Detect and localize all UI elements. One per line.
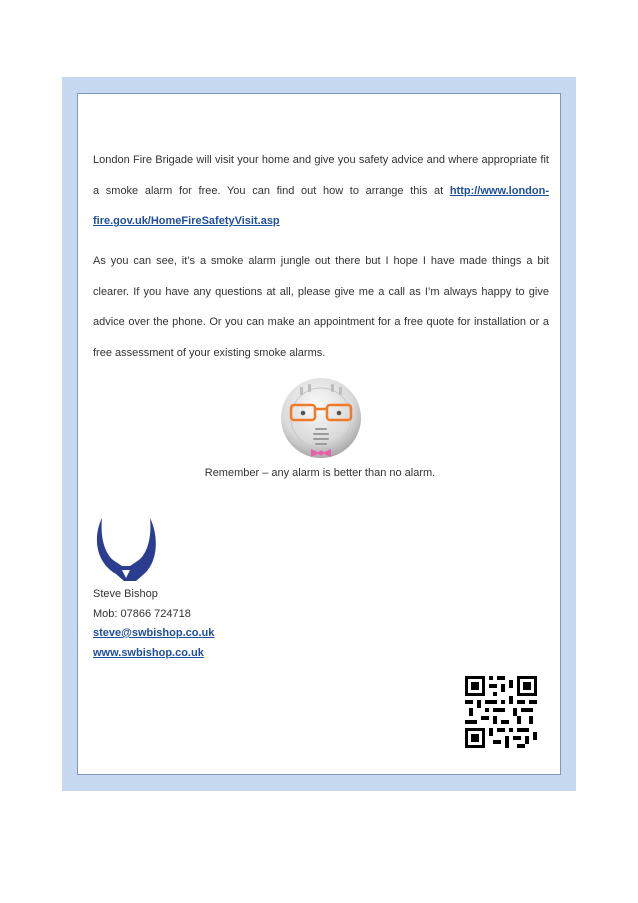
swbishop-logo-icon (92, 516, 160, 582)
content-box (77, 93, 561, 775)
email-link[interactable]: steve@swbishop.co.uk (93, 627, 215, 639)
website-link[interactable]: www.swbishop.co.uk (93, 646, 204, 659)
closing-remark: Remember – any alarm is better than no alarm. (204, 467, 436, 479)
paragraph-advice: As you can see, it’s a smoke alarm jungle out there but I hope I have made things a bit clearer. If you have any questions at all, please give me a call as I’m always happy to give advice over the phone. Or you can make an appointment for a free quote for installation or a free assessment of your existing smoke alarms. (93, 255, 549, 359)
signature-block (93, 585, 214, 663)
signature-mobile: Mob: 07866 724718 (93, 607, 191, 620)
fire-safety-visit-link[interactable]: http://www.london-fire.gov.uk/HomeFireSafetyVisit.asp (93, 184, 549, 227)
paragraph-fire-brigade (93, 145, 549, 237)
smoke-alarm-icon (280, 377, 362, 463)
paragraph-fire-brigade-text: London Fire Brigade will visit your home and give you safety advice and where appropriate fit a smoke alarm for free. You can find out how to arrange this at (93, 154, 549, 197)
page-frame (62, 77, 576, 791)
qr-code-icon[interactable] (465, 676, 537, 748)
signature-name: Steve Bishop (93, 588, 158, 600)
